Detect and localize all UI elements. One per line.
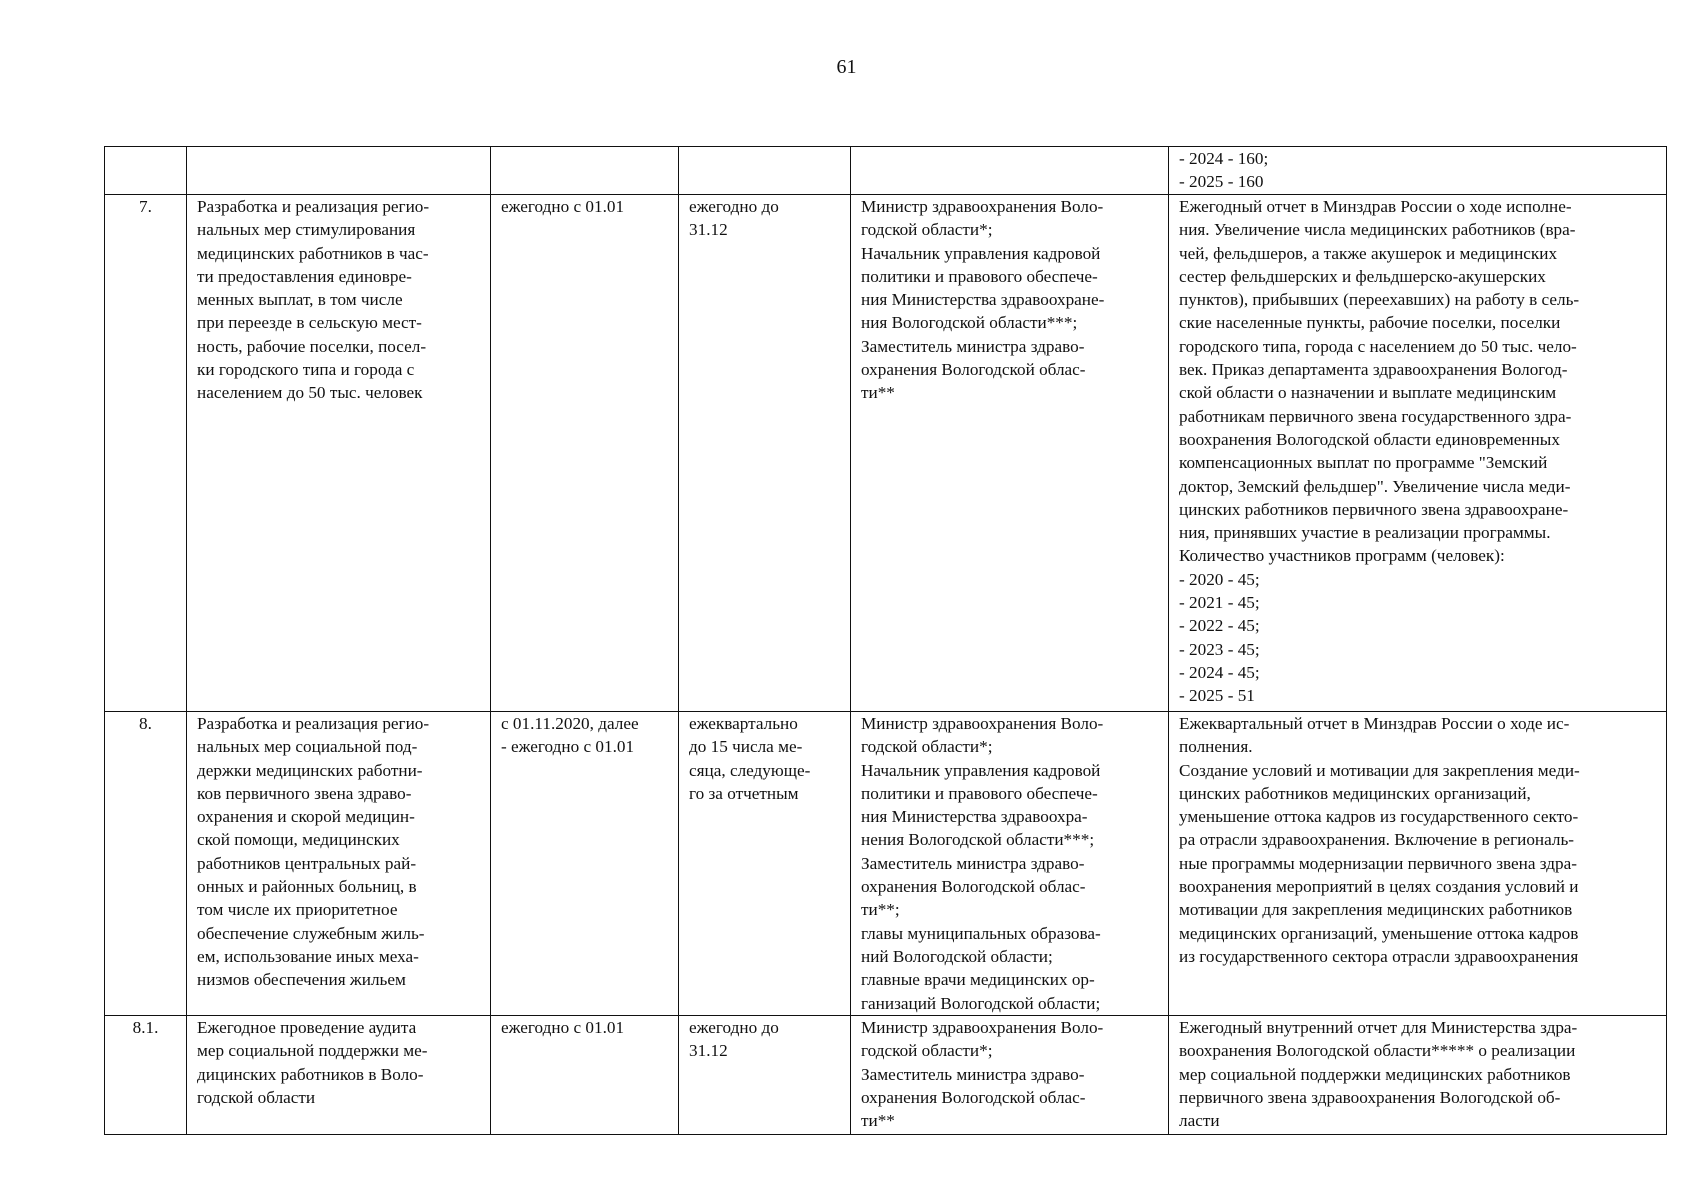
cell-result-line: компенсационных выплат по программе "Земский xyxy=(1179,453,1548,473)
cell-activity-line: дицинских работников в Воло- xyxy=(197,1064,424,1084)
cell-result-line: воохранения Вологодской области***** о реализации xyxy=(1179,1041,1576,1061)
cell-responsible-line: ти** xyxy=(861,1111,895,1131)
cell-activity-line: ти предоставления единовре- xyxy=(197,266,412,286)
cell-end-date-line: ежеквартально xyxy=(689,714,798,733)
cell-result-line: Создание условий и мотивации для закрепления меди- xyxy=(1179,760,1580,780)
cell-activity-line: работников центральных рай- xyxy=(197,853,417,873)
cell-result-line: цинских работников первичного звена здравоохране- xyxy=(1179,499,1569,519)
cell-result-line: Количество участников программ (человек): xyxy=(1179,546,1505,566)
cell-end-date-line: сяца, следующе- xyxy=(689,760,811,780)
cell-activity-line: том числе их приоритетное xyxy=(197,900,398,920)
cell-result-line: цинских работников медицинских организаций, xyxy=(1179,783,1531,803)
cell-responsible xyxy=(851,195,1169,712)
cell-responsible-line: охранения Вологодской облас- xyxy=(861,877,1086,897)
cell-result-line: Ежегодный внутренний отчет для Министерства здра- xyxy=(1179,1018,1578,1037)
cell-result-line: доктор, Земский фельдшер". Увеличение числа меди- xyxy=(1179,476,1571,496)
cell-activity-line: нальных мер стимулирования xyxy=(197,220,416,240)
cell-activity-line: ки городского типа и города с xyxy=(197,360,415,380)
cell-activity-line: ков первичного звена здраво- xyxy=(197,783,412,803)
cell-end-date xyxy=(679,1016,851,1135)
cell-result-line: - 2024 - 45; xyxy=(1179,662,1260,682)
cell-responsible-line: ганизаций Вологодской области; xyxy=(861,993,1101,1013)
cell-responsible-line: политики и правового обеспече- xyxy=(861,783,1098,803)
cell-responsible-line: Начальник управления кадровой xyxy=(861,760,1101,780)
table-row-8 xyxy=(105,712,1667,1016)
cell-activity-line: низмов обеспечения жильем xyxy=(197,970,406,990)
cell-result-line: воохранения Вологодской области единовременных xyxy=(1179,429,1560,449)
cell-activity-line: держки медицинских работни- xyxy=(197,760,423,780)
cell-result-line: из государственного сектора отрасли здравоохранения xyxy=(1179,946,1579,966)
cell-activity xyxy=(187,1016,491,1135)
cell-activity-line: менных выплат, в том числе xyxy=(197,290,403,310)
cell-result-line: мотивации для закрепления медицинских работников xyxy=(1179,900,1573,920)
cell-number: 8. xyxy=(105,712,187,1016)
cell-responsible-line: ти**; xyxy=(861,900,900,920)
cell-result-line: век. Приказ департамента здравоохранения Вологод- xyxy=(1179,360,1568,380)
cell-result-line: ской области о назначении и выплате медицинским xyxy=(1179,383,1557,403)
cell-end-date-line: го за отчетным xyxy=(689,783,799,803)
cell-result-line: Ежегодный отчет в Минздрав России о ходе исполне- xyxy=(1179,197,1572,216)
cell-result xyxy=(1169,1016,1667,1135)
cell-result-line: - 2022 - 45; xyxy=(1179,616,1260,636)
cell-activity-line: медицинских работников в час- xyxy=(197,243,429,263)
cell-responsible-line: годской области*; xyxy=(861,737,993,757)
cell-number xyxy=(105,147,187,195)
cell-responsible-line: нения Вологодской области***; xyxy=(861,830,1095,850)
cell-result xyxy=(1169,712,1667,1016)
cell-result-line: - 2020 - 45; xyxy=(1179,569,1260,589)
cell-result-line: городского типа, города с населением до 50 тыс. чело- xyxy=(1179,336,1577,356)
cell-responsible-line: главные врачи медицинских ор- xyxy=(861,970,1095,990)
cell-start-date xyxy=(491,147,679,195)
table-row-7 xyxy=(105,195,1667,712)
cell-responsible xyxy=(851,147,1169,195)
table-row-cont xyxy=(105,147,1667,195)
cell-responsible-line: ний Вологодской области; xyxy=(861,946,1053,966)
cell-responsible-line: ния Министерства здравоохране- xyxy=(861,290,1105,310)
cell-activity-line: охранения и скорой медицин- xyxy=(197,807,415,827)
cell-result-line: воохранения мероприятий в целях создания условий и xyxy=(1179,877,1579,897)
cell-activity-line: Разработка и реализация регио- xyxy=(197,197,430,216)
cell-result-line: чей, фельдшеров, а также акушерок и медицинских xyxy=(1179,243,1558,263)
cell-result-line: медицинских организаций, уменьшение оттока кадров xyxy=(1179,923,1579,943)
cell-responsible-line: ти** xyxy=(861,383,895,403)
cell-responsible xyxy=(851,1016,1169,1135)
cell-responsible-line: Заместитель министра здраво- xyxy=(861,336,1085,356)
cell-end-date xyxy=(679,195,851,712)
cell-responsible-line: политики и правового обеспече- xyxy=(861,266,1098,286)
cell-responsible-line: ния Вологодской области***; xyxy=(861,313,1078,333)
page-number: 61 xyxy=(836,56,857,78)
cell-responsible-line: главы муниципальных образова- xyxy=(861,923,1101,943)
cell-result-line: - 2024 - 160; xyxy=(1179,149,1269,168)
cell-responsible-line: Министр здравоохранения Воло- xyxy=(861,197,1104,216)
cell-result-line: ласти xyxy=(1179,1111,1220,1131)
cell-end-date-line: 31.12 xyxy=(689,1041,728,1061)
table-body xyxy=(105,147,1667,1135)
cell-activity-line: годской области xyxy=(197,1087,316,1107)
cell-responsible-line: годской области*; xyxy=(861,220,993,240)
cell-start-date-line: с 01.11.2020, далее xyxy=(501,714,639,733)
cell-end-date-line: ежегодно до xyxy=(689,197,779,216)
cell-responsible-line: Начальник управления кадровой xyxy=(861,243,1101,263)
cell-result-line: мер социальной поддержки медицинских работников xyxy=(1179,1064,1571,1084)
cell-result-line: - 2025 - 51 xyxy=(1179,686,1255,706)
table-row-8-1 xyxy=(105,1016,1667,1135)
cell-activity xyxy=(187,147,491,195)
cell-result-line: сестер фельдшерских и фельдшерско-акушерских xyxy=(1179,266,1546,286)
cell-number: 8.1. xyxy=(105,1016,187,1135)
cell-activity-line: нальных мер социальной под- xyxy=(197,737,418,757)
cell-end-date xyxy=(679,712,851,1016)
activities-table xyxy=(104,146,1667,1135)
cell-activity-line: при переезде в сельскую мест- xyxy=(197,313,422,333)
cell-activity-line: мер социальной поддержки ме- xyxy=(197,1041,428,1061)
cell-start-date xyxy=(491,1016,679,1135)
cell-activity-line: обеспечение служебным жиль- xyxy=(197,923,425,943)
cell-result-line: - 2023 - 45; xyxy=(1179,639,1260,659)
cell-end-date-line: 31.12 xyxy=(689,220,728,240)
cell-result-line: ния. Увеличение числа медицинских работников (вра- xyxy=(1179,220,1576,240)
cell-responsible-line: Министр здравоохранения Воло- xyxy=(861,1018,1104,1037)
cell-result-line: Ежеквартальный отчет в Минздрав России о ходе ис- xyxy=(1179,714,1570,733)
cell-responsible xyxy=(851,712,1169,1016)
cell-start-date-line: ежегодно с 01.01 xyxy=(501,197,625,216)
cell-activity-line: ской помощи, медицинских xyxy=(197,830,400,850)
cell-result-line: полнения. xyxy=(1179,737,1253,757)
cell-responsible-line: Заместитель министра здраво- xyxy=(861,1064,1085,1084)
cell-activity-line: населением до 50 тыс. человек xyxy=(197,383,423,403)
cell-activity-line: Разработка и реализация регио- xyxy=(197,714,430,733)
cell-result-line: ния, принявших участие в реализации программы. xyxy=(1179,523,1551,543)
cell-result-line: - 2021 - 45; xyxy=(1179,593,1260,613)
cell-end-date-line: до 15 числа ме- xyxy=(689,737,803,757)
cell-activity-line: ем, использование иных меха- xyxy=(197,946,419,966)
cell-responsible-line: годской области*; xyxy=(861,1041,993,1061)
cell-start-date xyxy=(491,712,679,1016)
cell-result-line: первичного звена здравоохранения Вологодской об- xyxy=(1179,1087,1561,1107)
cell-activity xyxy=(187,712,491,1016)
cell-responsible-line: ния Министерства здравоохра- xyxy=(861,807,1088,827)
cell-result-line: - 2025 - 160 xyxy=(1179,172,1264,192)
cell-responsible-line: Заместитель министра здраво- xyxy=(861,853,1085,873)
cell-activity xyxy=(187,195,491,712)
cell-result-line: ные программы модернизации первичного звена здра- xyxy=(1179,853,1577,873)
cell-result-line: ра отрасли здравоохранения. Включение в региональ- xyxy=(1179,830,1575,850)
cell-activity-line: онных и районных больниц, в xyxy=(197,877,417,897)
cell-result xyxy=(1169,147,1667,195)
cell-end-date xyxy=(679,147,851,195)
cell-start-date-line: - ежегодно с 01.01 xyxy=(501,737,635,757)
cell-number: 7. xyxy=(105,195,187,712)
cell-responsible-line: Министр здравоохранения Воло- xyxy=(861,714,1104,733)
cell-start-date xyxy=(491,195,679,712)
cell-activity-line: Ежегодное проведение аудита xyxy=(197,1018,417,1037)
cell-result xyxy=(1169,195,1667,712)
cell-responsible-line: охранения Вологодской облас- xyxy=(861,1087,1086,1107)
cell-result-line: уменьшение оттока кадров из государственного секто- xyxy=(1179,807,1579,827)
cell-responsible-line: охранения Вологодской облас- xyxy=(861,360,1086,380)
cell-result-line: работникам первичного звена государственного здра- xyxy=(1179,406,1572,426)
cell-activity-line: ность, рабочие поселки, посел- xyxy=(197,336,427,356)
cell-end-date-line: ежегодно до xyxy=(689,1018,779,1037)
cell-result-line: ские населенные пункты, рабочие поселки, поселки xyxy=(1179,313,1561,333)
cell-result-line: пунктов), прибывших (переехавших) на работу в сель- xyxy=(1179,290,1580,310)
cell-start-date-line: ежегодно с 01.01 xyxy=(501,1018,625,1037)
